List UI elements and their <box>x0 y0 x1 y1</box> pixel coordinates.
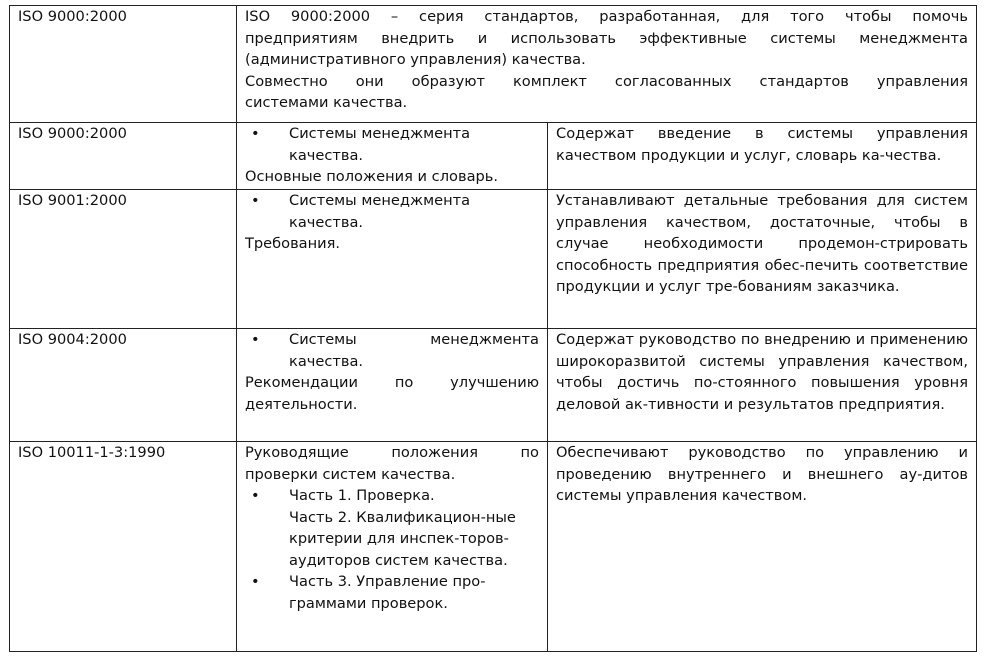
standard-code: ISO 10011-1-3:1990 <box>10 442 237 652</box>
title-bullet: • Системы менеджмента качества. <box>245 123 539 166</box>
title-intro: Руководящие положения по проверки систем качества. <box>245 444 539 483</box>
title-bullet: • Системы менеджмента качества. <box>245 329 539 372</box>
standard-description: Содержат руководство по внедрению и применению широкоразвитой системы управления качеством, чтобы достичь по-стоянного повышения уровня деловой ак-тивности и результатов предприятия. <box>548 329 977 442</box>
title-rest: Требования. <box>245 235 341 252</box>
description-line: Совместно они образуют комплект согласованных стандартов управления <box>245 72 968 90</box>
standard-title <box>237 123 548 190</box>
standard-description: Содержат введение в системы управления качеством продукции и услуг, словарь ка-чества. <box>548 123 977 190</box>
table-row <box>10 442 977 652</box>
standard-title <box>237 442 548 652</box>
table-row <box>10 329 977 442</box>
standard-description <box>237 6 977 123</box>
description-line: предприятиям внедрить и использовать эффективные системы менеджмента <box>245 29 968 47</box>
standard-title <box>237 329 548 442</box>
iso-standards-table <box>9 5 977 652</box>
standard-code: ISO 9004:2000 <box>10 329 237 442</box>
standard-title <box>237 190 548 329</box>
title-part-1: • Часть 1. Проверка. <box>245 485 539 507</box>
standard-code: ISO 9000:2000 <box>10 6 237 123</box>
standard-description: Устанавливают детальные требования для систем управления качеством, достаточные, чтобы в случае необходимости продемон-стрировать способность предприятия обес-печить соответствие продукции и услуг тре-бованиям заказчика. <box>548 190 977 329</box>
title-bullet: • Системы менеджмента качества. <box>245 190 539 233</box>
table-row <box>10 123 977 190</box>
standard-code: ISO 9001:2000 <box>10 190 237 329</box>
standard-code: ISO 9000:2000 <box>10 123 237 190</box>
title-part-2: Часть 2. Квалификацион-ные критерии для инспек-торов-аудиторов систем качества. <box>289 508 516 569</box>
description-line: (административного управления) качества. <box>245 51 586 68</box>
title-rest: Основные положения и словарь. <box>245 168 499 185</box>
standard-description: Обеспечивают руководство по управлению и проведению внутреннего и внешнего ау-дитов системы управления качеством. <box>548 442 977 652</box>
table-row <box>10 190 977 329</box>
title-part-3: • Часть 3. Управление про-граммами проверок. <box>245 571 539 614</box>
title-rest: Рекомендации по улучшению деятельности. <box>245 374 539 413</box>
description-line: ISO 9000:2000 – серия стандартов, разработанная, для того чтобы помочь <box>245 8 968 25</box>
table-row <box>10 6 977 123</box>
description-line: системами качества. <box>245 94 408 111</box>
